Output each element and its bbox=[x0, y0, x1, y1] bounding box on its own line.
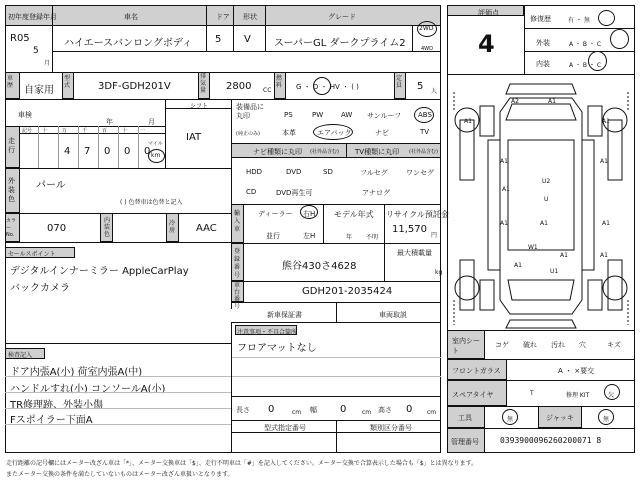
model-label: 型式 bbox=[64, 75, 71, 89]
spare-item: T bbox=[530, 390, 534, 397]
jack-label: ジャッキ bbox=[546, 414, 574, 422]
width-unit: cm bbox=[362, 409, 372, 416]
import-parallel: 並行 bbox=[266, 232, 280, 240]
odo-scale-1: 十 bbox=[42, 128, 48, 134]
footer-line-2: またメーター交換の条件を満たしていないものはメーター改ざん車扱いとなります。 bbox=[6, 471, 234, 478]
fuel-options: G ・ D ・ HV ・ ( ) bbox=[296, 83, 359, 91]
damage-mark: A1 bbox=[600, 252, 608, 259]
displacement-label: 排気量 bbox=[200, 73, 207, 94]
max-load-unit: kg bbox=[435, 269, 443, 276]
recycle-label: リサイクル預託金 bbox=[386, 210, 449, 219]
sales-line-2: バックカメラ bbox=[10, 283, 70, 294]
import-dealer: ディーラー bbox=[258, 210, 293, 218]
chassis-label: 車台番号 bbox=[234, 282, 241, 310]
height-unit: cm bbox=[427, 409, 437, 416]
height-label: 高さ bbox=[378, 406, 392, 414]
navi-item: SD bbox=[323, 168, 333, 176]
odo-scale-5: 十 bbox=[122, 128, 128, 134]
mgmt-value: 0393900096260200071 8 bbox=[500, 436, 602, 445]
inspector-line-1: ドア内張A(小) 荷室内張A(中) bbox=[10, 367, 143, 378]
damage-mark: A1 bbox=[464, 118, 472, 125]
capacity: 5 bbox=[417, 81, 424, 92]
equip-item: TV bbox=[420, 128, 430, 136]
equip-sub: (純正のみ) bbox=[236, 131, 260, 137]
width-label: 幅 bbox=[310, 406, 317, 414]
capacity-unit: 人 bbox=[431, 88, 438, 95]
notes-label: 注意事項・不具合箇所 bbox=[237, 329, 298, 336]
seat-item: コゲ bbox=[495, 341, 509, 349]
score-value: 4 bbox=[478, 30, 495, 58]
plate-label: 登録番号 bbox=[234, 248, 241, 279]
model-year-unknown: 不明 bbox=[366, 234, 379, 241]
seat-item: キズ bbox=[607, 341, 621, 349]
notes-value: フロアマットなし bbox=[237, 343, 317, 354]
equip-item: AW bbox=[341, 111, 353, 119]
chassis-value: GDH201-2035424 bbox=[302, 286, 393, 297]
vehicle-name: ハイエースバンロングボディ bbox=[64, 38, 193, 49]
damage-mark: A1 bbox=[514, 262, 522, 269]
shift-label: シフト bbox=[190, 103, 209, 110]
inspector-line-2: ハンドルすれ(小) コンソールA(小) bbox=[10, 384, 166, 395]
tv-item: ワンセグ bbox=[406, 169, 434, 177]
damage-mark: A1 bbox=[500, 220, 508, 227]
damage-mark: A1 bbox=[560, 252, 568, 259]
spare-item: 欠 bbox=[608, 392, 615, 399]
score-label: 評価点 bbox=[478, 9, 499, 17]
glass-value: A ・ ×要交 bbox=[558, 367, 595, 375]
int-b-circle bbox=[588, 51, 607, 71]
navi-item: DVD再生可 bbox=[276, 189, 313, 197]
abs-circle bbox=[414, 107, 434, 123]
equip-item: PW bbox=[312, 111, 324, 119]
odo-digit: 0 bbox=[124, 146, 131, 157]
damage-mark: A1 bbox=[602, 220, 610, 227]
type-cert-label: 型式指定番号 bbox=[264, 424, 306, 432]
length-unit: cm bbox=[292, 409, 302, 416]
color-label: 外装色 bbox=[8, 177, 15, 203]
tv-item: フルセグ bbox=[360, 169, 388, 177]
odo-digit: 0 bbox=[144, 146, 151, 157]
unit-mile: マイル bbox=[148, 141, 163, 147]
sales-label: セールスポイント bbox=[8, 251, 56, 258]
color-code: 070 bbox=[47, 223, 67, 234]
seat-item: 破れ bbox=[523, 341, 537, 349]
model-year-label: モデル年式 bbox=[334, 210, 374, 219]
run-label: 走行 bbox=[8, 137, 15, 154]
equip-item: サンルーフ bbox=[367, 112, 402, 120]
inspector-line-3: TR修理跡、外装小傷 bbox=[10, 400, 104, 411]
recycle-unit: 円 bbox=[431, 232, 438, 239]
fuel-label: 燃料 bbox=[276, 75, 283, 89]
seat-label: 室内シート bbox=[452, 337, 480, 355]
navi-item: CD bbox=[246, 188, 257, 196]
inspector-label: 検査記入 bbox=[8, 352, 33, 359]
sales-line-1: デジタルインナーミラー AppleCarPlay bbox=[10, 266, 189, 277]
odo-scale-2: 万 bbox=[62, 128, 68, 134]
int-label: 内装 bbox=[536, 60, 550, 68]
model-code: 3DF-GDH201V bbox=[98, 81, 171, 92]
month-unit: 月 bbox=[44, 60, 51, 67]
damage-mark: U bbox=[544, 196, 549, 203]
odo-scale-3: 千 bbox=[82, 128, 88, 134]
tools-label: 工具 bbox=[458, 414, 472, 422]
colorno-label: カラーNo. bbox=[6, 218, 17, 238]
odo-digit: 7 bbox=[84, 146, 91, 157]
tv-item: アナログ bbox=[362, 189, 390, 197]
spare-label: スペアタイヤ bbox=[452, 391, 494, 399]
fuel-circle bbox=[313, 77, 331, 95]
ac-value: AAC bbox=[196, 223, 217, 234]
navi-item: DVD bbox=[286, 168, 302, 176]
door-header: ドア bbox=[216, 13, 230, 21]
inspector-line-4: Fスポイラー下面A bbox=[10, 415, 93, 426]
grade-header: グレード bbox=[328, 13, 356, 21]
seat-item: 汚れ bbox=[551, 341, 565, 349]
equip-item: ナビ bbox=[375, 129, 389, 137]
model-year-unit: 年 bbox=[346, 234, 353, 241]
import-label: 輸入車 bbox=[234, 210, 241, 233]
ac-label: 冷房 bbox=[169, 220, 176, 234]
damage-mark: W1 bbox=[528, 244, 538, 251]
class-no-label: 類別区分番号 bbox=[370, 424, 412, 432]
displacement: 2800 bbox=[226, 81, 252, 92]
usage: 自家用 bbox=[24, 85, 54, 96]
drive-2wd: 2WD bbox=[419, 25, 434, 32]
color-value: パール bbox=[36, 180, 66, 191]
damage-mark: U1 bbox=[550, 268, 559, 275]
first-reg-header: 初年度登録年月 bbox=[8, 13, 57, 21]
first-reg-era: R05 bbox=[10, 33, 30, 44]
color-note: ( ) 色替車は色替と記入 bbox=[120, 199, 183, 206]
inspect-month: 月 bbox=[148, 118, 155, 126]
name-header: 車名 bbox=[124, 13, 138, 21]
odo-digit: 0 bbox=[104, 146, 111, 157]
repair-label: 修復歴 bbox=[530, 15, 551, 23]
damage-mark: A1 bbox=[540, 220, 548, 227]
navi-label: ナビ種類に丸印 bbox=[253, 148, 302, 156]
trim-label: 内装色 bbox=[104, 217, 111, 238]
int-value: A ・ B ・ C bbox=[569, 62, 602, 69]
cc-unit: CC bbox=[263, 87, 272, 94]
ext-value: A ・ B ・ C bbox=[569, 41, 602, 48]
repair-value: 有 ・ 無 bbox=[568, 17, 590, 24]
shape-header: 形状 bbox=[243, 13, 257, 21]
damage-mark: A1 bbox=[600, 158, 608, 165]
tools-none: 無 bbox=[507, 416, 514, 423]
seat-item: 穴 bbox=[579, 341, 586, 349]
equip-label: 装備品に丸印 bbox=[236, 103, 264, 120]
repair-none-circle bbox=[598, 10, 615, 26]
history-label: 車歴 bbox=[7, 75, 14, 89]
length-value: 0 bbox=[268, 404, 275, 415]
odo-scale-0: 記号 bbox=[22, 128, 33, 134]
equip-item: ABS bbox=[418, 111, 432, 119]
door-count: 5 bbox=[215, 34, 222, 45]
height-value: 0 bbox=[406, 404, 413, 415]
damage-mark: U2 bbox=[542, 178, 551, 185]
grade-value: スーパーGL ダークプライム2 bbox=[274, 38, 406, 49]
vehicle-manual: 車両取説 bbox=[379, 311, 407, 319]
ext-c-circle bbox=[610, 29, 629, 49]
body-shape: V bbox=[244, 34, 251, 45]
odo-scale-4: 百 bbox=[102, 128, 108, 134]
spare-none-circle bbox=[604, 384, 620, 400]
footer-line-1: 走行距離の記号欄にはメーター改ざん車は「*」、メーター交換車は「$」、走行不明車は「#」を記入してください。メーター交換で合算表示した場合も「$」とは異なります。 bbox=[6, 460, 478, 467]
length-label: 長さ bbox=[236, 406, 250, 414]
damage-mark: A1 bbox=[500, 158, 508, 165]
equip-item: エアバック bbox=[317, 129, 352, 137]
airbag-circle bbox=[313, 124, 353, 140]
width-value: 0 bbox=[340, 404, 347, 415]
first-reg-month: 5 bbox=[33, 46, 39, 56]
glass-label: フロントガラス bbox=[452, 367, 501, 375]
damage-mark: A1 bbox=[548, 98, 556, 105]
odo-digit: 4 bbox=[64, 146, 71, 157]
jack-none: 無 bbox=[603, 416, 610, 423]
inspect-label: 車検 bbox=[18, 111, 32, 119]
plate-value: 熊谷430さ4628 bbox=[282, 261, 357, 272]
damage-mark: A2 bbox=[511, 98, 519, 105]
unit-km: km bbox=[151, 152, 161, 159]
drive-4wd: 4WD bbox=[421, 46, 433, 52]
damage-mark: A1 bbox=[602, 118, 610, 125]
inspect-year: 年 bbox=[106, 118, 113, 126]
tv-sub: (社外品含む) bbox=[409, 149, 438, 155]
import-right: 右H bbox=[303, 210, 316, 218]
equip-item: PS bbox=[284, 111, 293, 119]
damage-mark: A1 bbox=[502, 186, 510, 193]
shift-value: IAT bbox=[186, 132, 202, 143]
tv-label: TV種類に丸印 bbox=[355, 148, 400, 156]
navi-item: HDD bbox=[246, 168, 263, 176]
navi-sub: (社外品含む) bbox=[310, 149, 339, 155]
recycle-value: 11,570 bbox=[392, 224, 427, 235]
max-load-label: 最大積載量 bbox=[397, 249, 432, 257]
spare-item: 修理 KIT bbox=[566, 392, 590, 399]
odo-scale-6: 一 bbox=[140, 128, 146, 134]
equip-item: 本革 bbox=[282, 129, 296, 137]
import-left: 左H bbox=[303, 232, 316, 240]
new-warranty: 新車保証書 bbox=[267, 311, 302, 319]
ext-label: 外装 bbox=[536, 39, 550, 47]
mgmt-label: 管理番号 bbox=[451, 438, 479, 446]
capacity-label: 定員 bbox=[396, 75, 403, 89]
